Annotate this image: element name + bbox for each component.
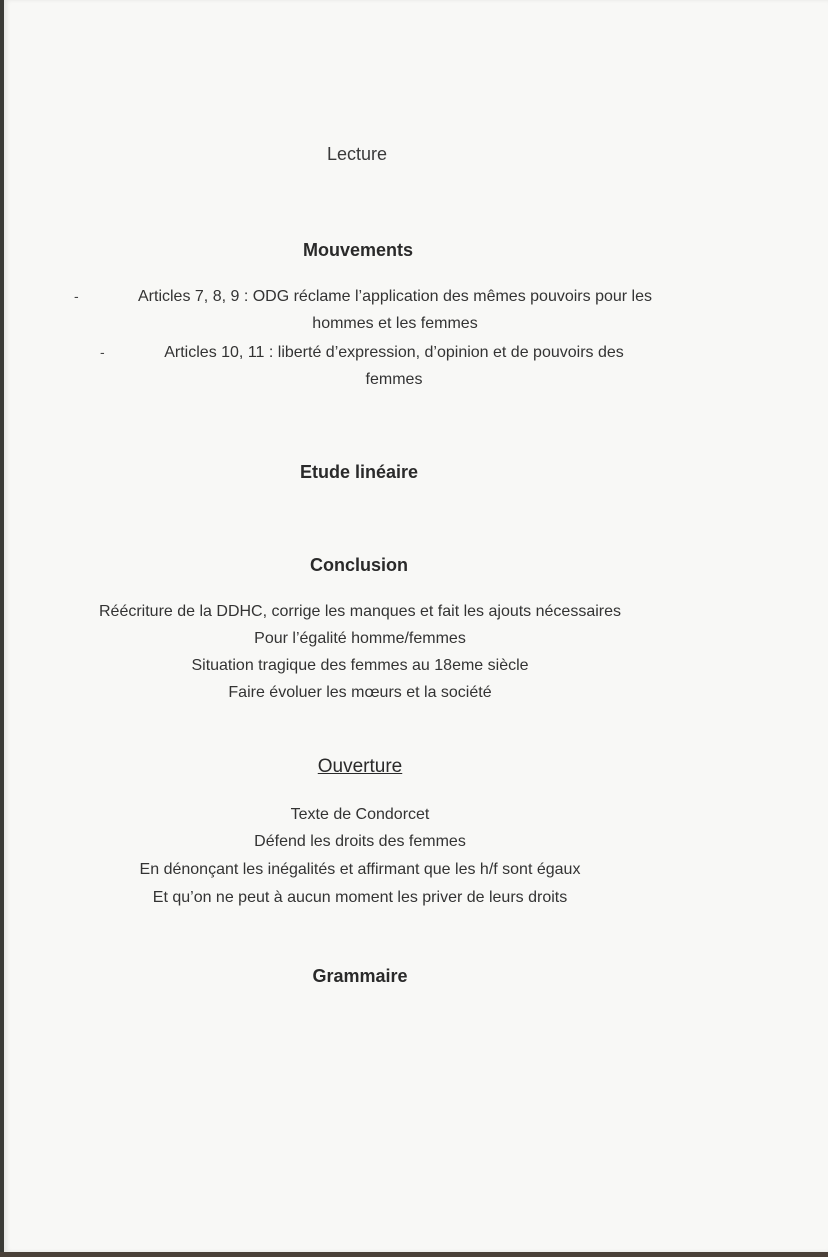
list-bullet: - [100, 344, 105, 360]
list-item-line: hommes et les femmes [312, 315, 478, 332]
list-item-line: Articles 7, 8, 9 : ODG réclame l’application des mêmes pouvoirs pour les [138, 288, 652, 305]
list-bullet: - [74, 288, 79, 304]
ouverture-line: Texte de Condorcet [290, 806, 430, 823]
ouverture-line: Défend les droits des femmes [254, 833, 466, 850]
conclusion-line: Pour l’égalité homme/femmes [254, 630, 466, 647]
conclusion-line: Situation tragique des femmes au 18eme siècle [191, 657, 529, 674]
conclusion-line: Faire évoluer les mœurs et la société [228, 684, 492, 701]
list-item-line: femmes [365, 371, 423, 388]
section-title-grammaire: Grammaire [312, 966, 408, 986]
ouverture-line: Et qu’on ne peut à aucun moment les priver de leurs droits [152, 889, 568, 906]
ouverture-line: En dénonçant les inégalités et affirmant que les h/f sont égaux [139, 861, 581, 878]
section-title-ouverture: Ouverture [317, 756, 403, 777]
document-page [4, 0, 828, 1252]
section-title-conclusion: Conclusion [310, 555, 408, 575]
section-title-lecture: Lecture [326, 144, 388, 164]
list-item-line: Articles 10, 11 : liberté d’expression, d’opinion et de pouvoirs des [164, 344, 624, 361]
page-edge [0, 1252, 828, 1257]
section-title-mouvements: Mouvements [302, 240, 414, 260]
section-title-etude: Etude linéaire [299, 462, 419, 482]
conclusion-line: Réécriture de la DDHC, corrige les manques et fait les ajouts nécessaires [98, 603, 622, 620]
